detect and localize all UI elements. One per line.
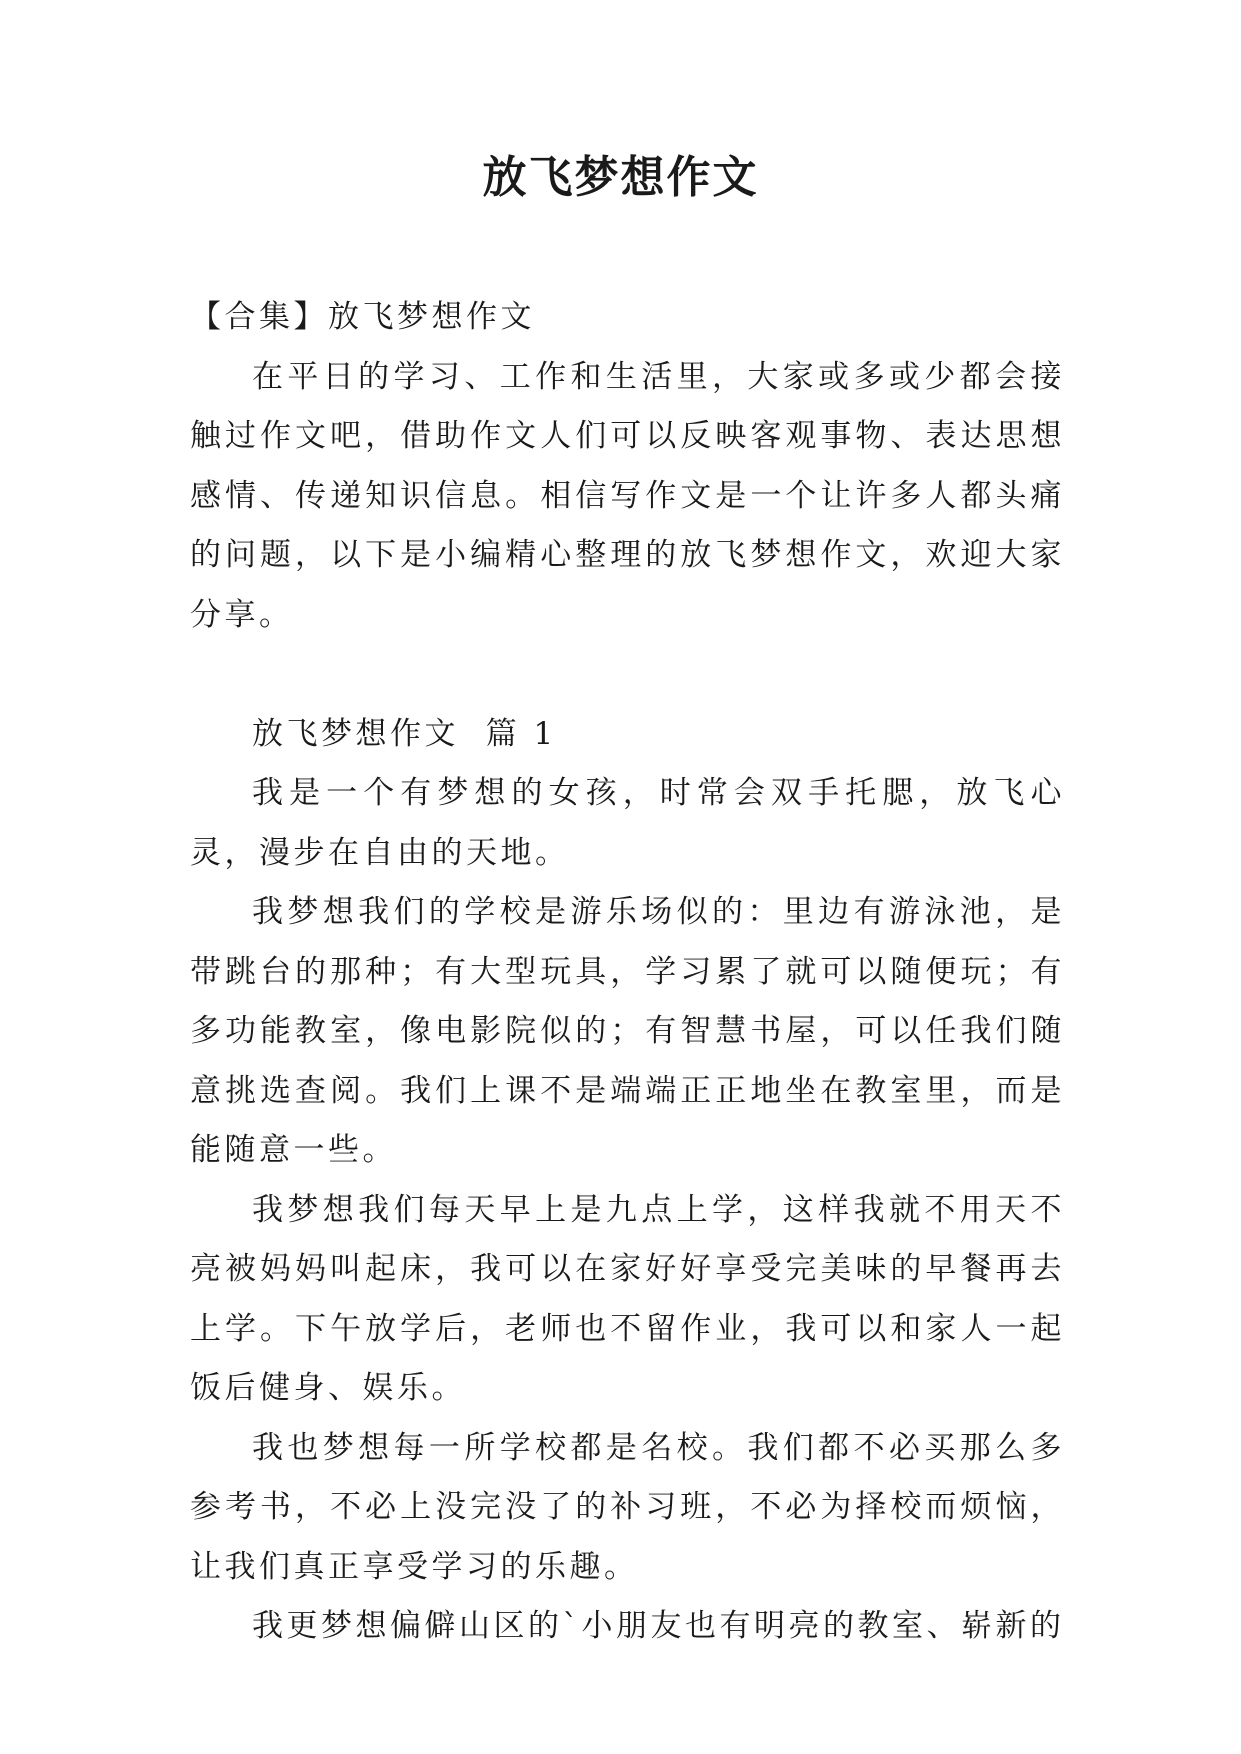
intro-paragraph: 在平日的学习、工作和生活里，大家或多或少都会接触过作文吧，借助作文人们可以反映客观事物、表达思想感情、传递知识信息。相信写作文是一个让许多人都头痛的问题，以下是小编精心整理的放飞梦想作文，欢迎大家分享。 [190, 358, 1065, 633]
body-paragraph: 我梦想我们的学校是游乐场似的：里边有游泳池，是带跳台的那种；有大型玩具，学习累了就可以随便玩；有多功能教室，像电影院似的；有智慧书屋，可以任我们随意挑选查阅。我们上课不是端端正正地坐在教室里，而是能随意一些。 [190, 894, 1065, 1168]
document-body [190, 288, 1065, 1657]
collection-heading: 【合集】放飞梦想作文 [190, 299, 535, 335]
section-heading: 放飞梦想作文 篇 1 [252, 715, 557, 752]
body-paragraph: 我是一个有梦想的女孩，时常会双手托腮，放飞心灵，漫步在自由的天地。 [190, 775, 1065, 871]
body-paragraph: 我也梦想每一所学校都是名校。我们都不必买那么多参考书，不必上没完没了的补习班，不必为择校而烦恼，让我们真正享受学习的乐趣。 [190, 1429, 1065, 1585]
body-paragraph: 我梦想我们每天早上是九点上学，这样我就不用天不亮被妈妈叫起床，我可以在家好好享受完美味的早餐再去上学。下午放学后，老师也不留作业，我可以和家人一起饭后健身、娱乐。 [190, 1191, 1065, 1406]
document-title: 放飞梦想作文 [482, 152, 759, 203]
body-paragraph: 我更梦想偏僻山区的`小朋友也有明亮的教室、崭新的 [252, 1608, 1065, 1644]
